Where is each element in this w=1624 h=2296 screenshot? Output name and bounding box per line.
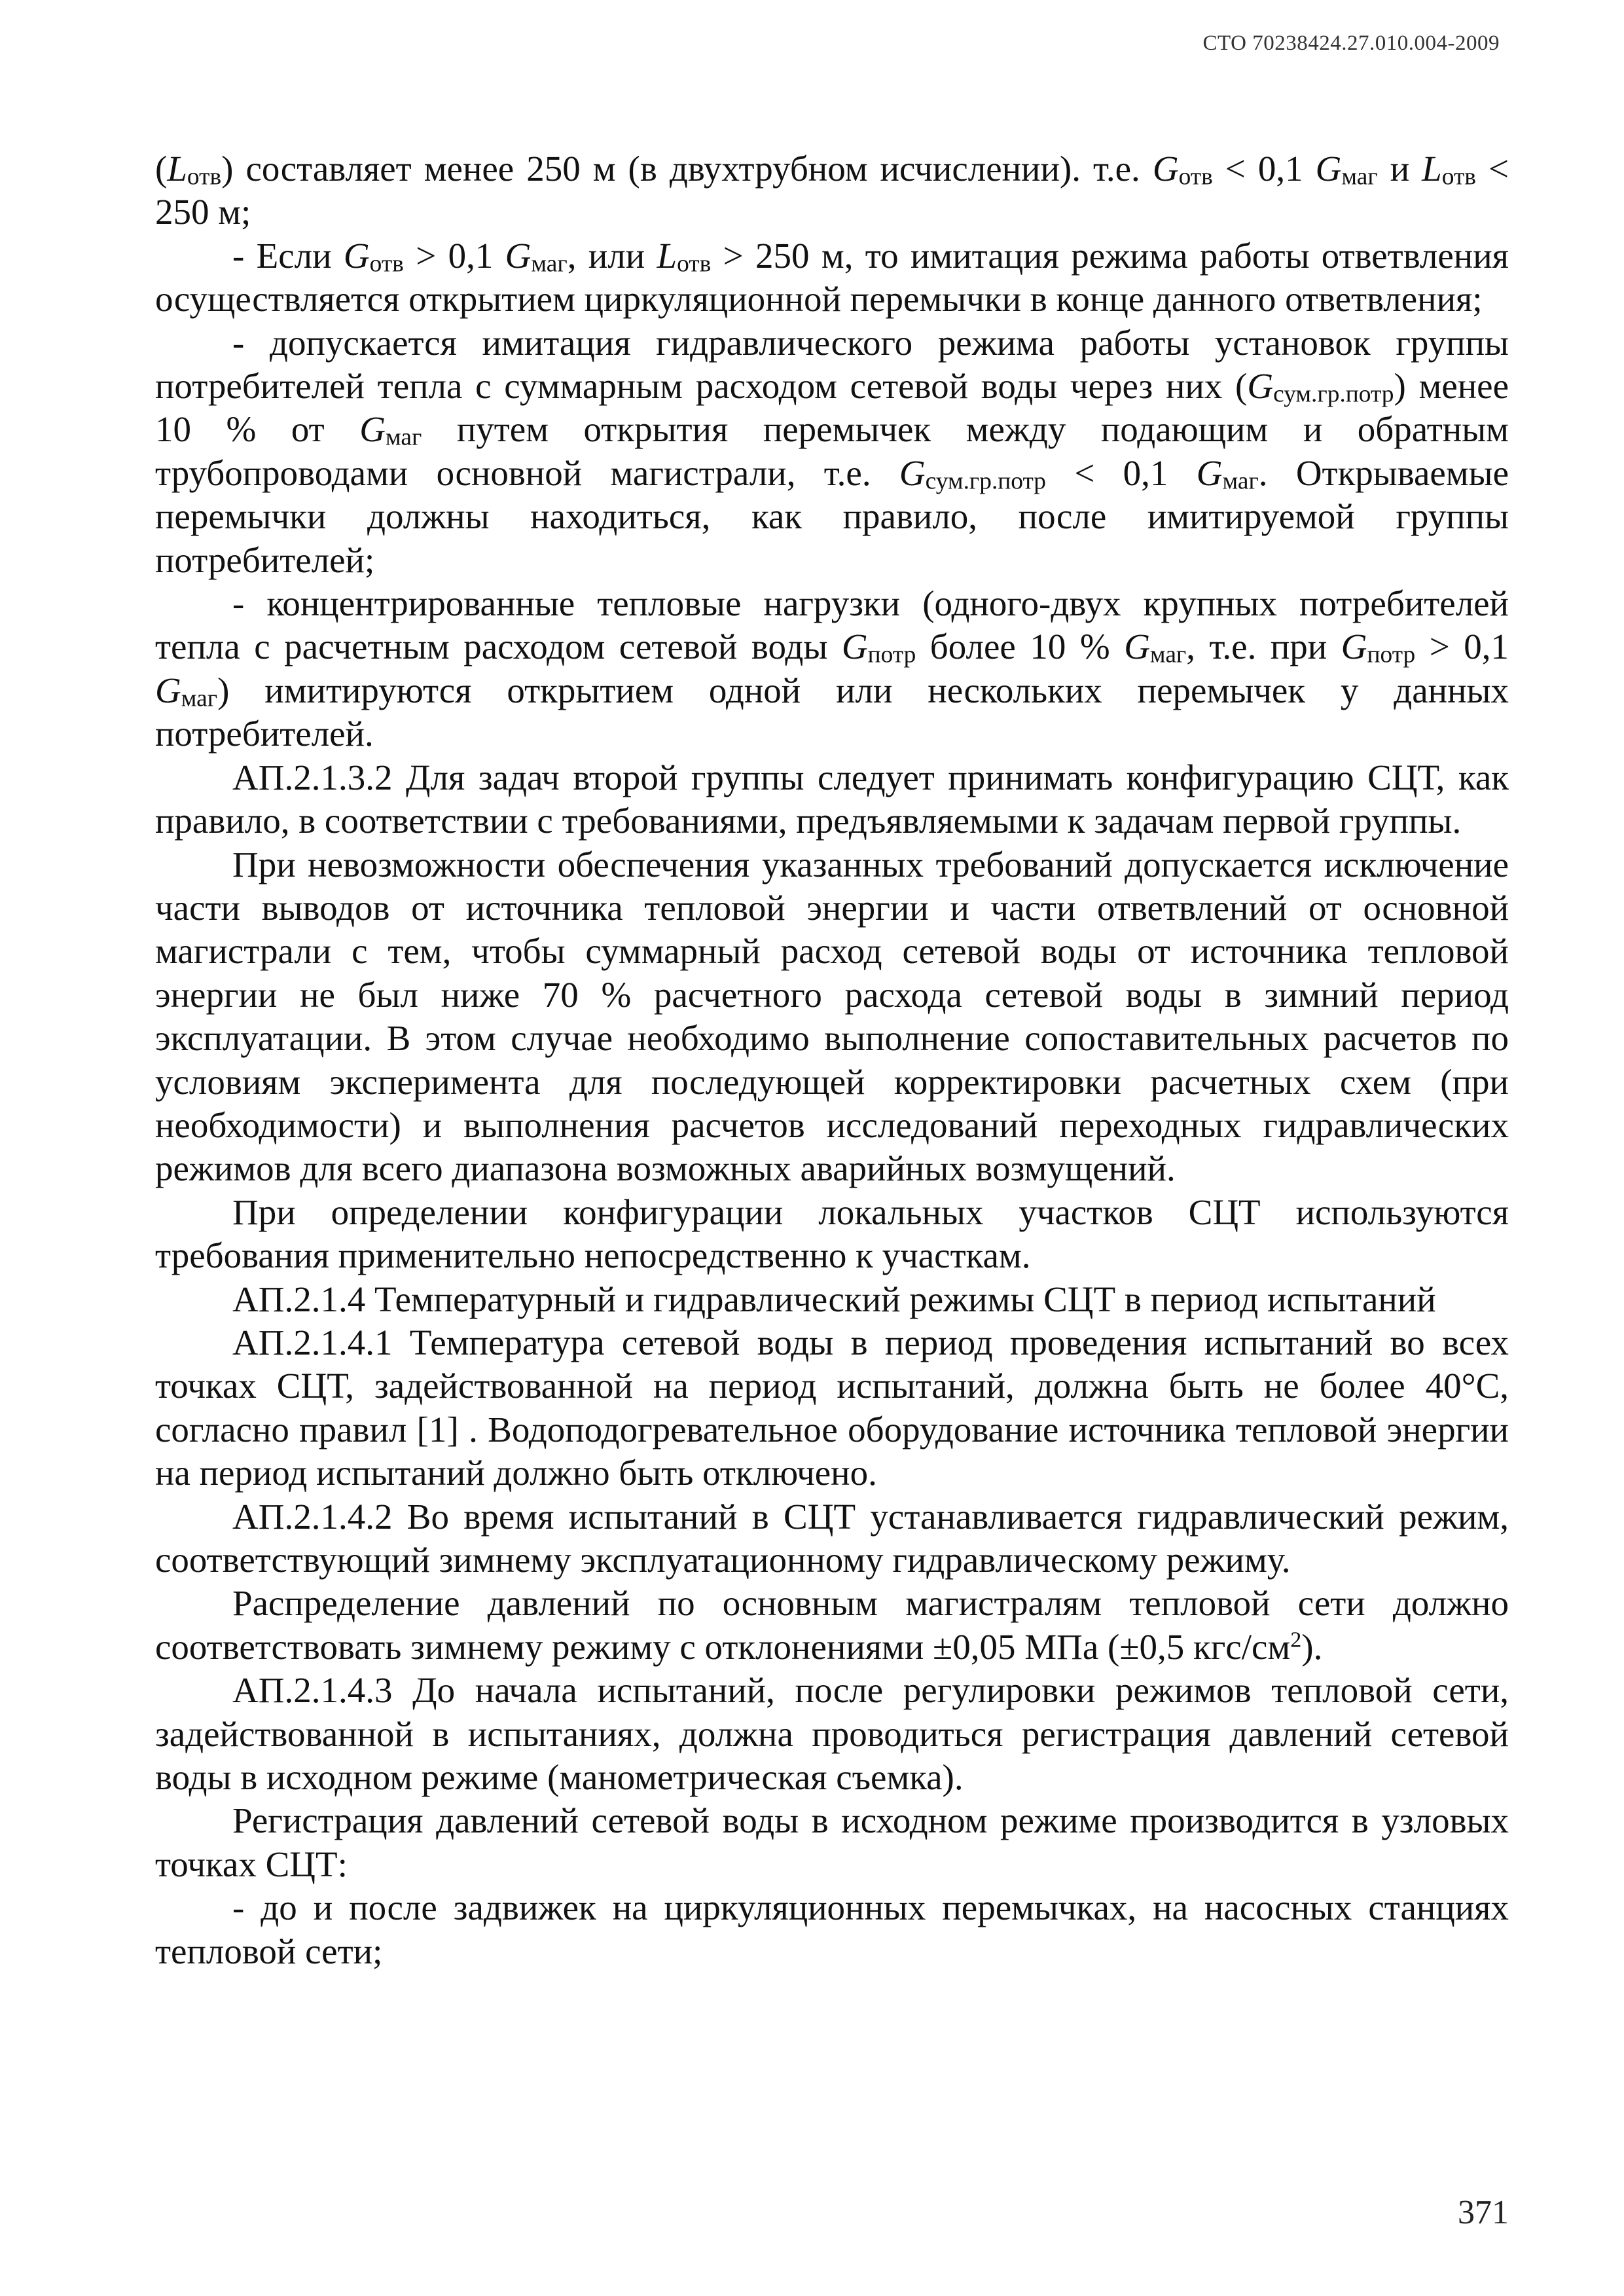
paragraph-09: АП.2.1.4.1 Температура сетевой воды в период проведения испытаний во всех точках СЦТ, задействованной на период испытаний, должна быть не более 40°С, согласно правил [1] . Водоподогревательное оборудование источника тепловой энергии на период испытаний должно быть отключено. [155, 1322, 1509, 1493]
paragraph-11: Распределение давлений по основным магистралям тепловой сети должно соответствовать зимнему режиму с отклонениями ±0,05 МПа (±0,5 кгс/$см^2$). [155, 1583, 1509, 1667]
paragraph-08: АП.2.1.4 Температурный и гидравлический режимы СЦТ в период испытаний [232, 1279, 1436, 1319]
paragraph-10: АП.2.1.4.2 Во время испытаний в СЦТ устанавливается гидравлический режим, соответствующий зимнему эксплуатационному гидравлическому режиму. [155, 1496, 1509, 1580]
paragraph-05: АП.2.1.3.2 Для задач второй группы следует принимать конфигурацию СЦТ, как правило, в соответствии с требованиями, предъявляемыми к задачам первой группы. [155, 757, 1509, 841]
paragraph-01: $(L_{отв})$ составляет менее 250 м (в двухтрубном исчислении). т.е. $G_{отв} < 0,1$ $G_{маг}$ и $L_{отв} < 250$ м; [155, 149, 1509, 232]
paragraph-14: - до и после задвижек на циркуляционных перемычках, на насосных станциях тепловой сети; [155, 1887, 1509, 1971]
page-number: 371 [1458, 2194, 1509, 2231]
document-code-header: СТО 70238424.27.010.004-2009 [1202, 31, 1500, 55]
paragraph-03: - допускается имитация гидравлического режима работы установок группы потребителей тепла с суммарным расходом сетевой воды через них $(G_{сум.гр.потр})$ менее 10 % от $G_{маг}$ путем открытия перемычек между подающим и обратным трубопроводами основной магистрали, т.е. $G_{сум.гр.потр} < 0,1$ $G_{маг}$. Открываемые перемычки должны находиться, как правило, после имитируемой группы потребителей; [155, 322, 1509, 580]
paragraph-04: - концентрированные тепловые нагрузки (одного-двух крупных потребителей тепла с расчетным расходом сетевой воды $G_{потр}$ более 10 % $G_{маг}$, т.е. при $G_{потр} > 0,1$ $G_{маг}$) имитируются открытием одной или нескольких перемычек у данных потребителей. [155, 583, 1509, 754]
paragraph-02: - Если $G_{отв} > 0,1$ $G_{маг}$, или $L_{отв} > 250$ м, то имитация режима работы ответвления осуществляется открытием циркуляционной перемычки в конце данного ответвления; [155, 235, 1509, 319]
document-body [155, 147, 1509, 1973]
paragraph-06: При невозможности обеспечения указанных требований допускается исключение части выводов от источника тепловой энергии и части ответвлений от основной магистрали с тем, чтобы суммарный расход сетевой воды от источника тепловой энергии не был ниже 70 % расчетного расхода сетевой воды в зимний период эксплуатации. В этом случае необходимо выполнение сопоставительных расчетов по условиям эксперимента для последующей корректировки расчетных схем (при необходимости) и выполнения расчетов исследований переходных гидравлических режимов для всего диапазона возможных аварийных возмущений. [155, 844, 1509, 1189]
paragraph-13: Регистрация давлений сетевой воды в исходном режиме производится в узловых точках СЦТ: [155, 1800, 1509, 1884]
paragraph-12: АП.2.1.4.3 До начала испытаний, после регулировки режимов тепловой сети, задействованной в испытаниях, должна проводиться регистрация давлений сетевой воды в исходном режиме (манометрическая съемка). [155, 1670, 1509, 1798]
paragraph-07: При определении конфигурации локальных участков СЦТ используются требования применительно непосредственно к участкам. [155, 1192, 1509, 1276]
